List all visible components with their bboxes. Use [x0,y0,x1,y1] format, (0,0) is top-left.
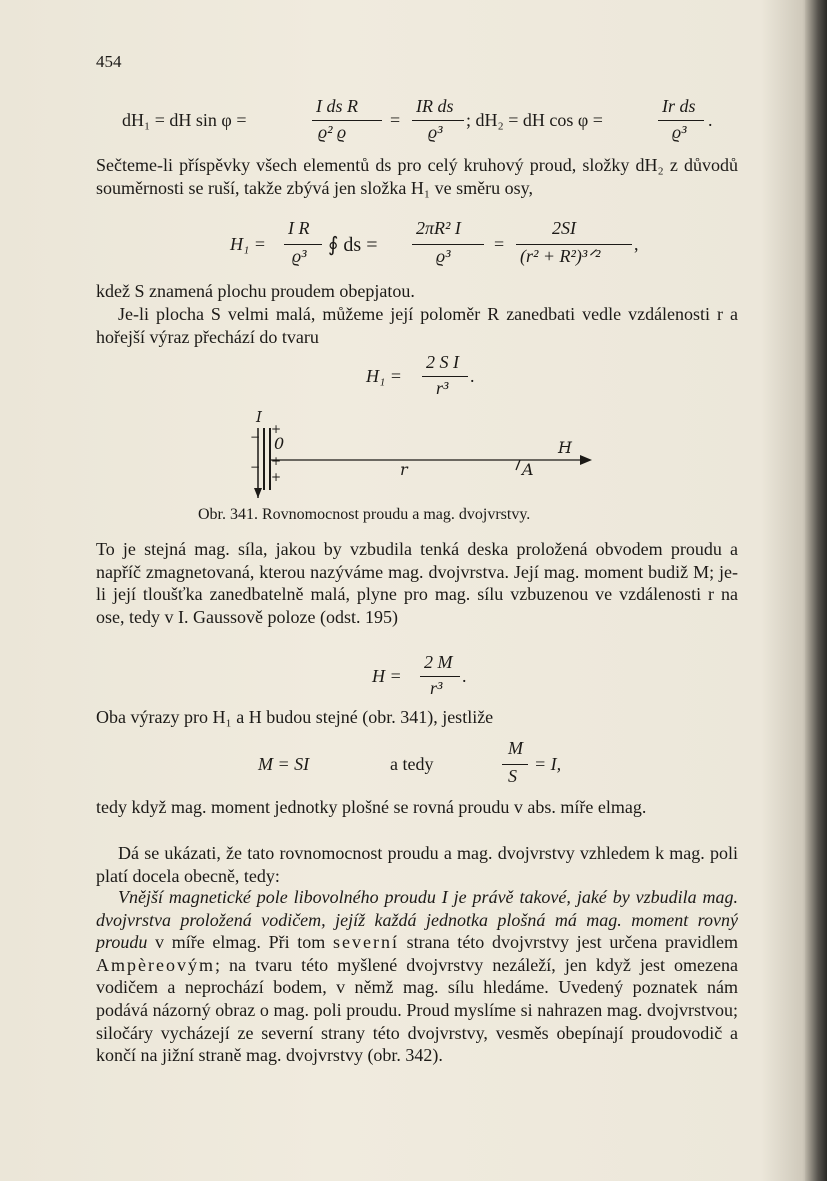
figure-341 [250,408,600,503]
eq1-equals: = [390,110,401,130]
current-arrowhead [254,488,262,498]
eq2-bar3 [516,244,632,245]
eq2-end: , [634,234,639,254]
eq5-end: = I, [534,754,562,774]
paragraph-s-definition: kdež S znamená plochu proudem obepjatou. [96,281,415,301]
eq5-num: M [508,738,523,758]
eq1-bar1 [312,120,382,121]
eq4-end: . [462,666,467,686]
paragraph-equivalent-plate: To je stejná mag. síla, jakou by vzbudila tenká deska proložená obvodem proudu a napříč zmagnetovaná, kterou nazýváme mag. dvojvrstva. Její mag. moment budiž M; je-li její tloušťka zanedbatelně malá, plyne pro mag. sílu vzbuzenou ve vzdálenosti r na ose, tedy v I. Gaussově poloze (odst. 195) [96,539,738,627]
eq2-den3: (r² + R²)³ᐟ² [520,246,601,266]
equation-5 [258,738,588,790]
label-current: I [256,408,262,426]
eq1-num1: I ds R [316,96,358,116]
external-field-text-1: v míře elmag. Při tom [147,932,333,953]
figure-341-drawing [250,408,600,503]
paragraph-small-area: Je-li plocha S velmi malá, můžeme její poloměr R zanedbati vedle vzdálenosti r a hořejší výraz přechází do tvaru [96,304,738,347]
paragraph-both-expressions: Oba výrazy pro H₁ a H budou stejné (obr. 341), jestliže [96,707,494,727]
eq1-mid: ; dH₂ = dH cos φ = [466,110,603,130]
eq1-den1: ϱ² ϱ [318,122,347,142]
eq4-num: 2 M [424,652,453,672]
equation-2 [230,218,690,280]
paragraph-unit-moment: tedy když mag. moment jednotky plošné se rovná proudu v abs. míře elmag. [96,797,647,817]
eq3-bar [422,376,468,377]
external-field-statement: Vnější magnetické pole libovolného proudu I je právě takové, jaké by vzbudila mag. dvojvrstva proložená vodičem, jejíž každá jednotka plošná má mag. moment rovný proudu [96,887,738,953]
eq1-den3: ϱ³ [672,122,687,142]
external-field-text-2: strana této dvojvrstvy jest určena pravidlem [398,932,738,953]
label-minus-1: − [250,430,261,444]
equation-1 [122,96,722,146]
eq2-num1: I R [288,218,310,238]
label-plus-3: + [271,470,282,484]
external-field-text-3: ; na tvaru této myšlené dvojvrstvy nezáleží, jen když jest omezena vodičem a neprochází bodem, v němž mag. sílu hledáme. Uvedený poznatek nám podává názorný obraz o mag. poli proudu. Proud myslíme si nahrazen mag. dvojvrstvou; siločáry vycházejí ze severní strany této dvojvrstvy, vesměs obepínají proudovodič a končí na jižní straně mag. dvojvrstvy (obr. 342). [96,954,738,1066]
field-arrowhead [580,455,592,465]
eq1-bar2 [412,120,464,121]
eq2-num3: 2SI [552,218,576,238]
figure-caption: Obr. 341. Rovnomocnost proudu a mag. dvojvrstvy. [198,506,531,523]
eq2-integral: ∮ ds = [328,234,378,256]
label-minus-2: − [250,460,261,474]
paragraph-general-equivalence: Dá se ukázati, že tato rovnomocnost proudu a mag. dvojvrstvy vzhledem k mag. poli platí docela obecně, tedy: [96,843,738,886]
eq1-end: . [708,110,713,130]
eq4-left: H = [372,666,402,686]
label-field-h: H [558,438,572,457]
eq3-left: H₁ = [366,366,402,386]
label-plus-1: + [271,422,282,436]
eq1-bar3 [658,120,704,121]
eq1-den2: ϱ³ [428,122,443,142]
eq2-bar1 [284,244,322,245]
page-edge-shadow [805,0,827,1181]
eq4-bar [420,676,460,677]
label-plus-2: + [271,454,282,468]
eq3-den: r³ [436,378,449,398]
north-side-term: severní [332,932,399,953]
eq1-left: dH₁ = dH sin φ = [122,110,247,130]
eq3-num: 2 S I [426,352,459,372]
paragraph-sum-contributions: Sečteme-li příspěvky všech elementů ds pro celý kruhový proud, složky dH₂ z důvodů souměrnosti se ruší, takže zbývá jen složka H₁ ve směru osy, [96,155,738,198]
eq2-left: H₁ = [230,234,266,254]
eq2-den2: ϱ³ [436,246,451,266]
ampere-rule-term: Ampèreovým [96,954,215,975]
point-a-tick [516,460,520,470]
label-origin: 0 [274,434,285,453]
eq2-den1: ϱ³ [292,246,307,266]
eq1-num2: IR ds [416,96,454,116]
paragraph-external-field [96,886,738,1067]
eq2-equals: = [494,234,505,254]
eq5-and-so: a tedy [390,754,434,774]
page-number: 454 [96,52,122,71]
label-point-a: A [522,460,534,479]
eq4-den: r³ [430,678,443,698]
eq2-bar2 [412,244,484,245]
label-distance: r [400,460,408,479]
equation-4 [372,652,492,702]
equation-3 [366,352,506,402]
eq5-den: S [508,766,517,786]
eq5-bar [502,764,528,765]
eq3-end: . [470,366,475,386]
eq2-num2: 2πR² I [416,218,461,238]
eq1-num3: Ir ds [662,96,696,116]
eq5-moment: M = SI [258,754,310,774]
